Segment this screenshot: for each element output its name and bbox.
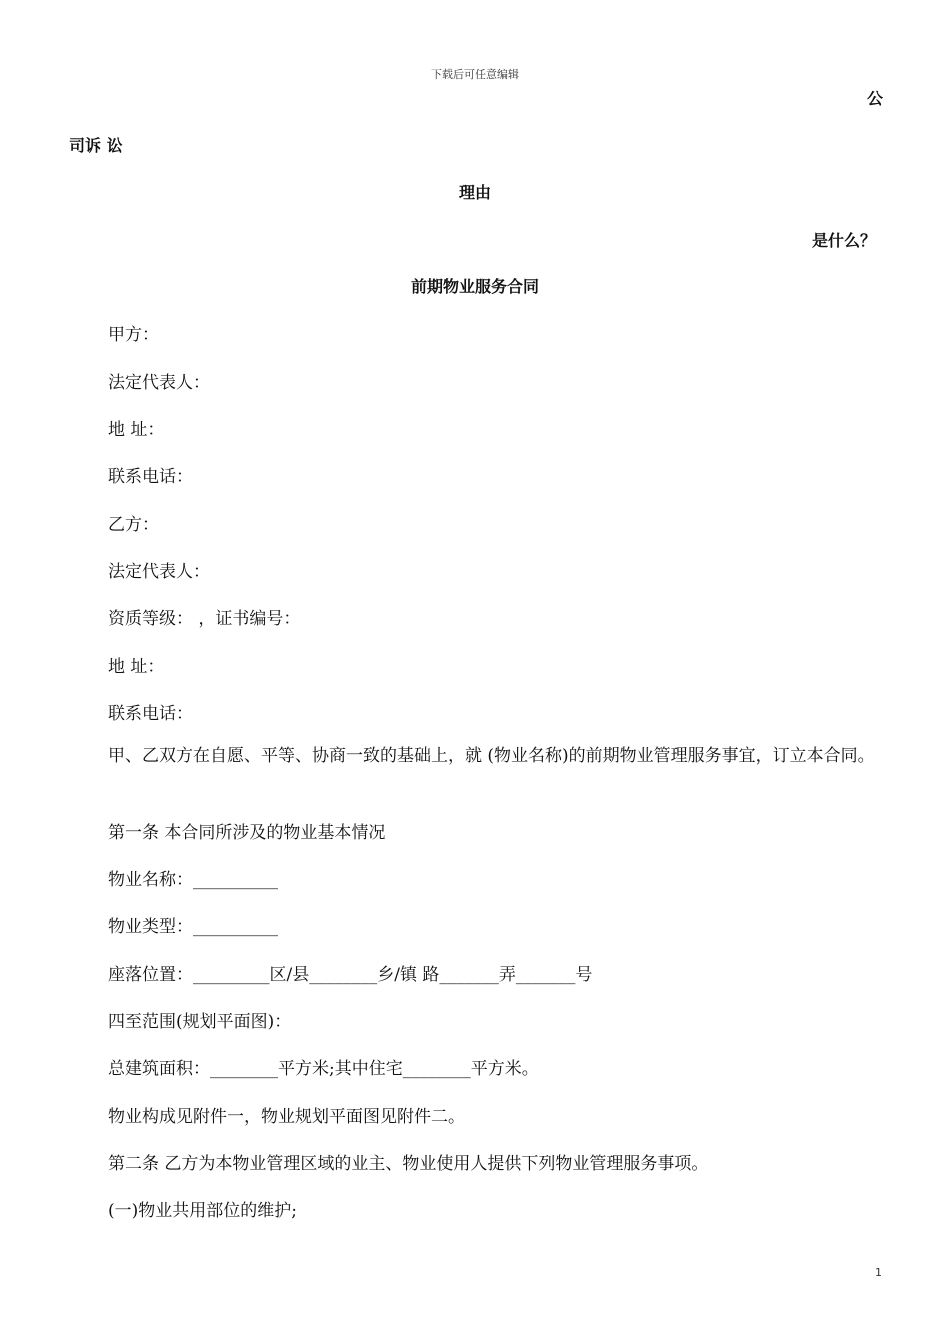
boundaries-line: 四至范围(规划平面图)：	[108, 1012, 292, 1032]
title-fragment-shi-shenme: 是什么？	[811, 231, 876, 250]
location-line: 座落位置：_________区/县________乡/镇 路_______弄_______号	[108, 965, 593, 985]
party-b-address-line: 地 址：	[108, 657, 165, 677]
preamble-paragraph: 甲、乙双方在自愿、平等、协商一致的基础上，就 (物业名称)的前期物业管理服务事宜，订立本合同。	[108, 746, 875, 766]
party-b-line: 乙方：	[108, 515, 159, 535]
area-line: 总建筑面积：________平方米;其中住宅________平方米。	[108, 1059, 539, 1079]
party-b-rep-line: 法定代表人：	[108, 562, 210, 582]
party-b-phone-line: 联系电话：	[108, 704, 193, 724]
title-fragment-liyou: 理由	[458, 183, 491, 202]
party-a-address-line: 地 址：	[108, 420, 165, 440]
property-name-line: 物业名称：__________	[108, 870, 278, 890]
property-type-line: 物业类型：__________	[108, 917, 278, 937]
header-note: 下载后可任意编辑	[431, 68, 519, 81]
article-2-heading: 第二条 乙方为本物业管理区域的业主、物业使用人提供下列物业管理服务事项。	[108, 1154, 709, 1174]
service-item-1: (一)物业共用部位的维护;	[108, 1201, 297, 1221]
party-a-line: 甲方：	[108, 325, 159, 345]
page-number: 1	[875, 1266, 882, 1279]
title-fragment-si-su-song: 司诉 讼	[69, 136, 123, 155]
title-fragment-gong: 公	[866, 89, 883, 108]
attachments-line: 物业构成见附件一，物业规划平面图见附件二。	[108, 1107, 465, 1127]
party-a-rep-line: 法定代表人：	[108, 373, 210, 393]
party-b-qualification-line: 资质等级： ，证书编号：	[108, 609, 301, 629]
contract-title: 前期物业服务合同	[410, 277, 539, 296]
party-a-phone-line: 联系电话：	[108, 467, 193, 487]
article-1-heading: 第一条 本合同所涉及的物业基本情况	[108, 823, 386, 843]
